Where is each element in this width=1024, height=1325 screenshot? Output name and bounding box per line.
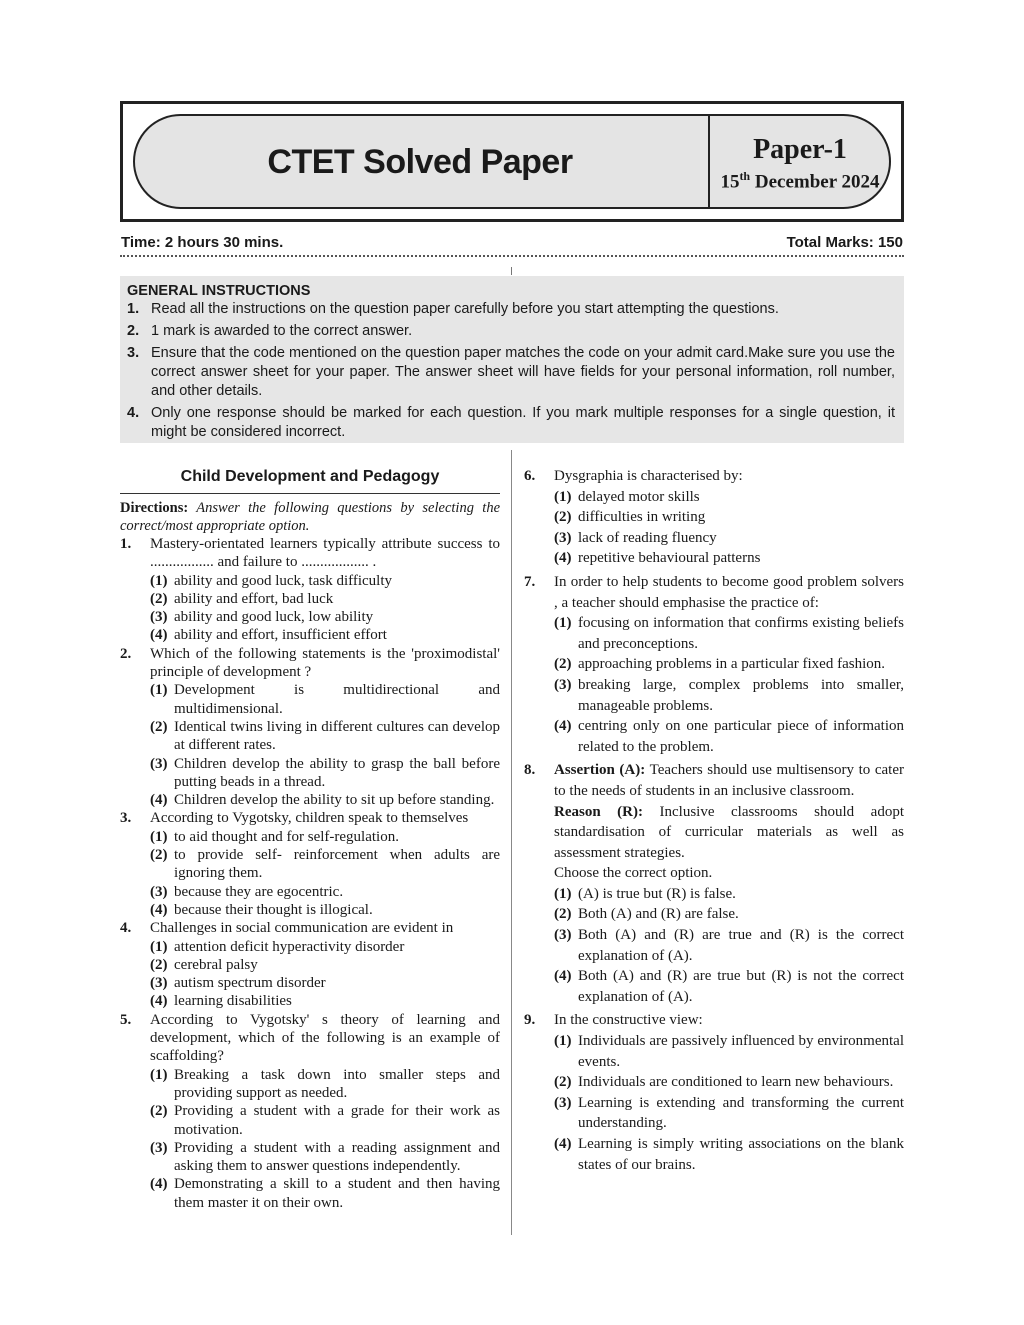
option-number: (3) <box>150 1139 168 1156</box>
option-text: ability and good luck, task difficulty <box>174 572 393 589</box>
option <box>524 613 904 654</box>
option-number: (1) <box>150 682 168 699</box>
instruction-item <box>127 344 895 401</box>
directions-label: Directions: <box>120 500 189 516</box>
question <box>120 809 500 827</box>
option-number: (1) <box>150 828 168 845</box>
option <box>524 925 904 966</box>
option-text: breaking large, complex problems into smaller, manageable problems. <box>578 676 904 714</box>
option <box>120 846 500 883</box>
question-number: 4. <box>120 920 132 937</box>
reason-label: Reason (R): <box>554 803 643 820</box>
question <box>120 1011 500 1066</box>
question <box>524 466 904 487</box>
option-text: Individuals are conditioned to learn new behaviours. <box>578 1074 894 1091</box>
paper-label: Paper-1 <box>753 134 847 165</box>
section-rule <box>120 493 500 494</box>
option <box>120 755 500 792</box>
option-text: to aid thought and for self-regulation. <box>174 828 399 845</box>
option <box>524 1134 904 1175</box>
option <box>120 572 500 590</box>
option <box>120 1175 500 1212</box>
question <box>120 645 500 682</box>
option-number: (4) <box>150 792 168 809</box>
question-number: 9. <box>524 1012 536 1029</box>
option <box>120 901 500 919</box>
option-number: (1) <box>554 1033 572 1050</box>
option <box>120 608 500 626</box>
option <box>524 966 904 1007</box>
question-text: According to Vygotsky, children speak to themselves <box>150 810 469 827</box>
option-text: to provide self- reinforcement when adults are ignoring them. <box>174 847 500 882</box>
date-day: 15 <box>720 171 740 193</box>
option-text: Both (A) and (R) are true and (R) is the correct explanation of (A). <box>578 927 904 964</box>
question <box>524 760 904 801</box>
question-number: 5. <box>120 1011 132 1028</box>
option-number: (2) <box>150 590 168 607</box>
option-text: Providing a student with a reading assignment and asking them to answer questions independently. <box>174 1139 500 1175</box>
option <box>120 1066 500 1103</box>
question-text: Dysgraphia is characterised by: <box>554 468 743 484</box>
option-number: (2) <box>150 847 168 864</box>
option <box>120 938 500 956</box>
option <box>120 956 500 974</box>
option-number: (2) <box>554 906 572 923</box>
question-text: Challenges in social communication are evident in <box>150 920 454 937</box>
question-text: According to Vygotsky' s theory of learning and development, which of the following is an example of scaffolding? <box>150 1011 500 1065</box>
option-text: Both (A) and (R) are true but (R) is not the correct explanation of (A). <box>578 968 904 1005</box>
question <box>120 919 500 937</box>
option <box>524 1072 904 1093</box>
instruction-number: 1. <box>127 301 140 317</box>
option-text: (A) is true but (R) is false. <box>578 885 736 902</box>
paper-date <box>712 169 888 193</box>
option <box>524 716 904 757</box>
option-text: Children develop the ability to sit up before standing. <box>174 792 495 809</box>
center-tick <box>511 267 512 275</box>
option-number: (3) <box>554 927 572 944</box>
dotted-divider <box>120 255 904 257</box>
option-text: centring only on one particular piece of information related to the problem. <box>578 718 904 755</box>
option-number: (3) <box>554 1094 572 1111</box>
instruction-item <box>127 300 895 319</box>
option-number: (4) <box>150 901 168 918</box>
option-number: (2) <box>554 509 572 526</box>
option <box>120 1139 500 1176</box>
option-text: Identical twins living in different cultures can develop at different rates. <box>174 718 500 754</box>
option-text: Children develop the ability to grasp the ball before putting beads in a thread. <box>174 755 500 790</box>
option-number: (2) <box>150 718 168 735</box>
option-number: (1) <box>554 615 572 632</box>
option-text: Breaking a task down into smaller steps and providing support as needed. <box>174 1066 500 1101</box>
assertion-text: Teachers should use multisensory to cater to the needs of students in an inclusive classroom. <box>554 762 905 799</box>
page-title: CTET Solved Paper <box>267 143 573 181</box>
option <box>524 1093 904 1134</box>
option-text: because their thought is illogical. <box>174 901 373 918</box>
question-text: Mastery-orientated learners typically attribute success to ................. and failure to .................. . <box>150 536 500 571</box>
assertion-label: Assertion (A): <box>554 762 646 779</box>
option-number: (1) <box>150 572 168 589</box>
option-number: (4) <box>150 627 168 644</box>
total-marks-label: Total Marks: 150 <box>786 234 903 251</box>
header-divider <box>708 114 710 209</box>
option-number: (2) <box>554 656 572 673</box>
option-number: (3) <box>554 529 572 546</box>
directions <box>120 499 500 535</box>
instruction-text: 1 mark is awarded to the correct answer. <box>151 323 413 339</box>
instruction-number: 2. <box>127 323 140 339</box>
option-number: (3) <box>150 755 168 772</box>
option-number: (2) <box>150 1103 168 1120</box>
reason-text: Inclusive classrooms should adopt standardisation of curricular materials as well as assessment strategies. <box>554 803 904 861</box>
right-column <box>524 466 904 1175</box>
option <box>524 548 904 569</box>
option-number: (4) <box>554 968 572 985</box>
option-text: attention deficit hyperactivity disorder <box>174 938 405 955</box>
left-column <box>120 466 500 1212</box>
option-text: repetitive behavioural patterns <box>578 550 761 567</box>
date-suffix: th <box>739 169 751 183</box>
option-number: (3) <box>150 975 168 992</box>
option <box>524 507 904 528</box>
option-text: ability and good luck, low ability <box>174 609 374 626</box>
question-number: 2. <box>120 645 132 662</box>
option <box>524 654 904 675</box>
option <box>120 626 500 644</box>
option-text: Individuals are passively influenced by environmental events. <box>578 1033 904 1070</box>
option-text: ability and effort, bad luck <box>174 590 334 607</box>
option-number: (3) <box>150 883 168 900</box>
option-number: (3) <box>150 609 168 626</box>
option <box>524 904 904 925</box>
reason <box>524 802 904 864</box>
option-number: (1) <box>150 1066 168 1083</box>
option-text: because they are egocentric. <box>174 883 344 900</box>
option-text: focusing on information that confirms existing beliefs and preconceptions. <box>578 615 904 652</box>
option-text: Learning is extending and transforming the current understanding. <box>578 1094 904 1132</box>
instruction-item <box>127 322 895 341</box>
option-text: approaching problems in a particular fixed fashion. <box>578 656 885 673</box>
question-number: 3. <box>120 810 132 827</box>
question-number: 1. <box>120 536 132 552</box>
option-text: learning disabilities <box>174 993 292 1010</box>
instruction-number: 3. <box>127 345 140 361</box>
column-divider <box>511 450 512 1235</box>
option-text: delayed motor skills <box>578 488 700 505</box>
question-number: 6. <box>524 468 536 484</box>
question <box>524 1010 904 1031</box>
option-text: ability and effort, insufficient effort <box>174 627 387 644</box>
option-number: (4) <box>554 718 572 735</box>
option-number: (4) <box>150 1176 168 1193</box>
question <box>120 535 500 572</box>
instruction-text: Read all the instructions on the question paper carefully before you start attempting the questions. <box>151 301 779 317</box>
option-text: Providing a student with a grade for their work as motivation. <box>174 1103 500 1138</box>
option <box>524 528 904 549</box>
option <box>120 1102 500 1139</box>
general-instructions <box>120 276 904 443</box>
option <box>524 1031 904 1072</box>
option <box>524 884 904 905</box>
option-number: (4) <box>554 1136 572 1152</box>
option <box>120 828 500 846</box>
option <box>120 992 500 1010</box>
option-number: (1) <box>554 488 572 505</box>
option <box>120 590 500 608</box>
question-prompt: Choose the correct option. <box>554 865 713 882</box>
directions-text: Answer the following questions by selecting the correct/most appropriate option. <box>120 500 500 534</box>
question-number: 8. <box>524 762 536 779</box>
option-number: (4) <box>554 550 572 567</box>
option <box>120 974 500 992</box>
option <box>120 883 500 901</box>
section-heading: Child Development and Pedagogy <box>180 468 440 485</box>
option-number: (3) <box>554 676 572 693</box>
option-text: cerebral palsy <box>174 956 258 973</box>
option-number: (2) <box>150 956 168 973</box>
option <box>120 791 500 809</box>
question <box>524 572 904 613</box>
instruction-text: Ensure that the code mentioned on the question paper matches the code on your admit card.Make sure you use the correct answer sheet for your paper. The answer sheet will have fields for your personal information, roll number, and other details. <box>151 345 895 399</box>
question-number: 7. <box>524 573 536 590</box>
option-text: difficulties in writing <box>578 509 706 526</box>
question-text: Which of the following statements is the 'proximodistal' principle of development ? <box>150 645 500 681</box>
option-number: (2) <box>554 1074 572 1091</box>
option-text: Development is multidirectional and multidimensional. <box>174 682 500 717</box>
instruction-text: Only one response should be marked for each question. If you mark multiple responses for a single question, it might be considered incorrect. <box>151 405 895 440</box>
option <box>524 675 904 716</box>
option-text: Learning is simply writing associations on the blank states of our brains. <box>578 1136 904 1173</box>
option-number: (4) <box>150 993 168 1010</box>
option-text: Both (A) and (R) are false. <box>578 906 739 923</box>
date-rest: December 2024 <box>750 171 880 193</box>
instructions-heading: GENERAL INSTRUCTIONS <box>127 283 311 299</box>
question-text: In order to help students to become good problem solvers , a teacher should emphasise the practice of: <box>554 573 904 611</box>
option-number: (1) <box>554 885 572 902</box>
option <box>524 487 904 508</box>
option-text: autism spectrum disorder <box>174 975 326 992</box>
option-text: lack of reading fluency <box>578 529 717 546</box>
question-text: In the constructive view: <box>554 1012 703 1029</box>
option <box>120 681 500 718</box>
instruction-number: 4. <box>127 405 140 421</box>
option <box>120 718 500 755</box>
option-text: Demonstrating a skill to a student and then having them master it on their own. <box>174 1176 500 1211</box>
option-number: (1) <box>150 938 168 955</box>
instruction-item <box>127 404 895 442</box>
time-label: Time: 2 hours 30 mins. <box>121 234 284 251</box>
